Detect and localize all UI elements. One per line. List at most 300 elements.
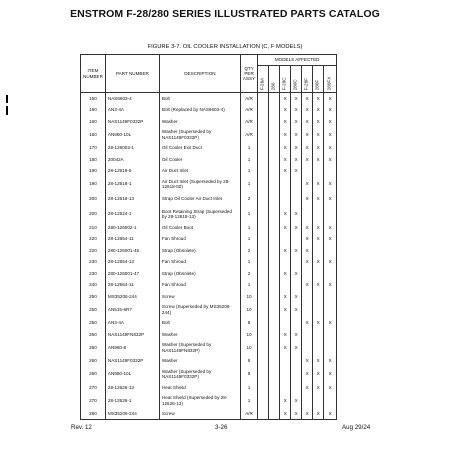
table-row <box>81 291 337 303</box>
item-number-cell: 160 <box>81 116 106 128</box>
model-mark-cell: X <box>291 340 302 355</box>
model-mark-cell <box>269 154 280 166</box>
model-mark-cell <box>313 340 324 355</box>
qty-cell: 1 <box>240 256 257 268</box>
model-mark-cell <box>258 340 269 355</box>
model-mark-cell: X <box>313 222 324 234</box>
part-number-cell: MS35206-244 <box>105 291 159 303</box>
part-number-cell: AN960-10L <box>105 127 159 142</box>
model-mark-cell <box>324 245 337 257</box>
model-mark-cell <box>302 165 313 177</box>
model-mark-cell <box>269 317 280 329</box>
description-cell: Bolt <box>159 317 240 329</box>
description-cell: Washer <box>159 116 240 128</box>
qty-cell: A/R <box>240 116 257 128</box>
model-mark-cell <box>258 355 269 367</box>
model-mark-cell <box>302 329 313 341</box>
part-number-cell: MS35206-244 <box>105 408 159 420</box>
table-row <box>81 329 337 341</box>
part-number-cell: NAS1149F0332P <box>105 116 159 128</box>
model-mark-cell <box>280 355 291 367</box>
model-mark-cell <box>313 245 324 257</box>
part-number-cell: 20042A <box>105 154 159 166</box>
model-mark-cell: X <box>302 317 313 329</box>
table-row <box>81 165 337 177</box>
model-mark-cell: X <box>280 93 291 105</box>
model-mark-cell <box>280 279 291 291</box>
table-row <box>81 154 337 166</box>
qty-cell: 2 <box>240 245 257 257</box>
model-mark-cell: X <box>280 142 291 154</box>
header-model-label: F-28C <box>281 77 287 90</box>
model-mark-cell <box>269 268 280 280</box>
model-mark-cell <box>269 302 280 317</box>
model-mark-cell: X <box>280 245 291 257</box>
revision-change-bar <box>6 106 8 115</box>
description-cell: Strap Oil Cooler Air Duct Inlet <box>159 192 240 207</box>
part-number-cell: 28-12654-13 <box>105 256 159 268</box>
part-number-cell: AN3-4A <box>105 104 159 116</box>
model-mark-cell <box>291 192 302 207</box>
model-mark-cell: X <box>280 222 291 234</box>
model-mark-cell: X <box>280 207 291 222</box>
description-cell: Fan Shroud <box>159 256 240 268</box>
part-number-cell: 28-12626-13 <box>105 382 159 394</box>
item-number-cell: 150 <box>81 104 106 116</box>
header-model-label: 280C <box>292 79 298 90</box>
qty-cell: 1 <box>240 154 257 166</box>
table-row <box>81 245 337 257</box>
part-number-cell: AN960-10L <box>105 367 159 382</box>
model-mark-cell <box>258 104 269 116</box>
model-mark-cell: X <box>280 154 291 166</box>
item-number-cell: 190 <box>81 165 106 177</box>
description-cell: Boot Retaining Strap (Superseded by 28-12618-13) <box>159 207 240 222</box>
model-mark-cell: X <box>324 142 337 154</box>
model-mark-cell <box>324 393 337 408</box>
model-mark-cell: X <box>324 192 337 207</box>
header-qty: QTY PER ASSY <box>240 55 257 93</box>
model-mark-cell <box>269 382 280 394</box>
part-number-cell: NAS1149F0332P <box>105 355 159 367</box>
model-mark-cell: X <box>324 116 337 128</box>
model-mark-cell <box>269 93 280 105</box>
model-mark-cell <box>269 207 280 222</box>
model-mark-cell <box>324 207 337 222</box>
model-mark-cell: X <box>291 207 302 222</box>
qty-cell: 1 <box>240 177 257 192</box>
item-number-cell: 250 <box>81 317 106 329</box>
model-mark-cell <box>302 302 313 317</box>
qty-cell: 1 <box>240 165 257 177</box>
description-cell: Heat Shield <box>159 382 240 394</box>
part-number-cell: 28-12618-5 <box>105 165 159 177</box>
table-row <box>81 116 337 128</box>
model-mark-cell: X <box>302 116 313 128</box>
header-model <box>324 66 337 93</box>
model-mark-cell <box>269 127 280 142</box>
model-mark-cell <box>258 192 269 207</box>
model-mark-cell: X <box>291 104 302 116</box>
model-mark-cell <box>258 291 269 303</box>
header-model-label: 280FX <box>326 76 332 90</box>
model-mark-cell: X <box>324 367 337 382</box>
qty-cell: 1 <box>240 233 257 245</box>
item-number-cell: 260 <box>81 329 106 341</box>
model-mark-cell <box>258 142 269 154</box>
model-mark-cell <box>258 408 269 420</box>
model-mark-cell <box>258 268 269 280</box>
model-mark-cell: X <box>313 154 324 166</box>
item-number-cell: 170 <box>81 142 106 154</box>
model-mark-cell <box>258 302 269 317</box>
description-cell: Strap (Obsolete) <box>159 268 240 280</box>
footer-date: Aug 29/24 <box>342 424 371 431</box>
model-mark-cell: X <box>313 192 324 207</box>
description-cell: Washer (Superseded by NAS1149F0332P) <box>159 367 240 382</box>
model-mark-cell <box>258 329 269 341</box>
model-mark-cell: X <box>313 93 324 105</box>
description-cell: Washer (Superseded by NAS1149F0332P) <box>159 127 240 142</box>
model-mark-cell: X <box>302 154 313 166</box>
model-mark-cell: X <box>291 302 302 317</box>
model-mark-cell: X <box>291 329 302 341</box>
model-mark-cell: X <box>291 154 302 166</box>
part-number-cell: 280-126001-47 <box>105 268 159 280</box>
model-mark-cell: X <box>324 256 337 268</box>
description-cell: Strap (Obsolete) <box>159 245 240 257</box>
qty-cell: 2 <box>240 192 257 207</box>
model-mark-cell <box>269 104 280 116</box>
figure-caption: FIGURE 3-7. OIL COOLER INSTALLATION (C, F MODELS) <box>147 44 303 50</box>
header-model-label: 280F <box>314 79 320 90</box>
header-model <box>258 66 269 93</box>
model-mark-cell: X <box>291 408 302 420</box>
header-model-label: 280 <box>270 82 276 90</box>
header-description: DESCRIPTION <box>159 55 240 93</box>
table-row <box>81 367 337 382</box>
item-number-cell: 160 <box>81 127 106 142</box>
qty-cell: 10 <box>240 340 257 355</box>
model-mark-cell: X <box>324 317 337 329</box>
model-mark-cell: X <box>291 127 302 142</box>
model-mark-cell <box>324 329 337 341</box>
model-mark-cell <box>291 367 302 382</box>
parts-table <box>80 54 337 420</box>
qty-cell: 8 <box>240 355 257 367</box>
table-row <box>81 279 337 291</box>
model-mark-cell: X <box>324 154 337 166</box>
model-mark-cell: X <box>313 367 324 382</box>
model-mark-cell: X <box>280 329 291 341</box>
model-mark-cell <box>269 177 280 192</box>
part-number-cell: 28-126003-1 <box>105 142 159 154</box>
model-mark-cell <box>302 393 313 408</box>
part-number-cell: 28-12618-1 <box>105 177 159 192</box>
header-model <box>280 66 291 93</box>
model-mark-cell <box>258 177 269 192</box>
model-mark-cell: X <box>313 355 324 367</box>
table-row <box>81 104 337 116</box>
model-mark-cell <box>258 317 269 329</box>
model-mark-cell: X <box>324 408 337 420</box>
item-number-cell: 250 <box>81 291 106 303</box>
model-mark-cell <box>291 233 302 245</box>
model-mark-cell: X <box>324 104 337 116</box>
model-mark-cell <box>280 233 291 245</box>
model-mark-cell <box>324 165 337 177</box>
item-number-cell: 230 <box>81 256 106 268</box>
description-cell: Air Duct Inlet (Superseded by 28-12618-50) <box>159 177 240 192</box>
description-cell: Screw (Superseded by MS35206-244) <box>159 302 240 317</box>
model-mark-cell <box>258 207 269 222</box>
header-model-label: F-28F <box>303 77 309 90</box>
model-mark-cell: X <box>302 367 313 382</box>
model-mark-cell: X <box>291 268 302 280</box>
model-mark-cell: X <box>280 408 291 420</box>
model-mark-cell: X <box>291 222 302 234</box>
model-mark-cell: X <box>313 177 324 192</box>
model-mark-cell: X <box>280 302 291 317</box>
model-mark-cell: X <box>302 93 313 105</box>
model-mark-cell: X <box>280 291 291 303</box>
model-mark-cell: X <box>313 317 324 329</box>
table-row <box>81 268 337 280</box>
item-number-cell: 210 <box>81 222 106 234</box>
model-mark-cell <box>269 291 280 303</box>
model-mark-cell: X <box>291 393 302 408</box>
qty-cell: A/R <box>240 93 257 105</box>
model-mark-cell <box>302 268 313 280</box>
description-cell: Oil Cooler <box>159 154 240 166</box>
qty-cell: 1 <box>240 393 257 408</box>
item-number-cell: 240 <box>81 279 106 291</box>
model-mark-cell <box>258 154 269 166</box>
description-cell: Bolt (Replaced by NAS6603-4) <box>159 104 240 116</box>
model-mark-cell <box>258 127 269 142</box>
model-mark-cell <box>269 329 280 341</box>
part-number-cell: AN960-8 <box>105 340 159 355</box>
item-number-cell: 180 <box>81 154 106 166</box>
model-mark-cell: X <box>324 93 337 105</box>
model-mark-cell: X <box>302 177 313 192</box>
description-cell: Fan Shroud <box>159 279 240 291</box>
description-cell: Fan Shroud <box>159 233 240 245</box>
model-mark-cell: X <box>313 104 324 116</box>
model-mark-cell: X <box>280 165 291 177</box>
model-mark-cell <box>269 245 280 257</box>
model-mark-cell <box>269 355 280 367</box>
description-cell: Oil Cooler Boot <box>159 222 240 234</box>
model-mark-cell: X <box>324 279 337 291</box>
qty-cell: 1 <box>240 142 257 154</box>
model-mark-cell <box>291 256 302 268</box>
item-number-cell: 200 <box>81 207 106 222</box>
model-mark-cell: X <box>324 177 337 192</box>
part-number-cell: 280-126002-1 <box>105 222 159 234</box>
table-row <box>81 222 337 234</box>
model-mark-cell: X <box>302 245 313 257</box>
model-mark-cell: X <box>324 233 337 245</box>
item-number-cell: 200 <box>81 192 106 207</box>
model-mark-cell <box>269 279 280 291</box>
model-mark-cell: X <box>313 116 324 128</box>
model-mark-cell <box>269 408 280 420</box>
model-mark-cell <box>280 177 291 192</box>
header-model <box>313 66 324 93</box>
model-mark-cell <box>269 222 280 234</box>
table-row <box>81 177 337 192</box>
model-mark-cell: X <box>313 233 324 245</box>
model-mark-cell: X <box>313 256 324 268</box>
model-mark-cell <box>291 177 302 192</box>
model-mark-cell: X <box>313 127 324 142</box>
model-mark-cell <box>313 291 324 303</box>
model-mark-cell: X <box>302 279 313 291</box>
part-number-cell: 28-12626-1 <box>105 393 159 408</box>
model-mark-cell <box>280 367 291 382</box>
model-mark-cell <box>258 165 269 177</box>
description-cell: Washer <box>159 329 240 341</box>
model-mark-cell <box>269 256 280 268</box>
model-mark-cell: X <box>291 165 302 177</box>
model-mark-cell: X <box>313 142 324 154</box>
model-mark-cell: X <box>280 104 291 116</box>
model-mark-cell <box>269 340 280 355</box>
table-row <box>81 302 337 317</box>
table-row <box>81 393 337 408</box>
header-item-number: ITEM NUMBER <box>81 55 106 93</box>
model-mark-cell <box>258 279 269 291</box>
model-mark-cell: X <box>313 279 324 291</box>
model-mark-cell <box>313 207 324 222</box>
model-mark-cell: X <box>280 116 291 128</box>
model-mark-cell: X <box>291 291 302 303</box>
qty-cell: 2 <box>240 268 257 280</box>
part-number-cell: NAS1149FN832P <box>105 329 159 341</box>
item-number-cell: 230 <box>81 268 106 280</box>
model-mark-cell <box>280 192 291 207</box>
item-number-cell: 260 <box>81 340 106 355</box>
part-number-cell: AN515-6R7 <box>105 302 159 317</box>
model-mark-cell: X <box>302 142 313 154</box>
model-mark-cell <box>324 268 337 280</box>
model-mark-cell: X <box>313 408 324 420</box>
model-mark-cell: X <box>302 355 313 367</box>
description-cell: Washer <box>159 355 240 367</box>
model-mark-cell: X <box>280 393 291 408</box>
description-cell: Air Duct Inlet <box>159 165 240 177</box>
qty-cell: 8 <box>240 317 257 329</box>
model-mark-cell <box>324 340 337 355</box>
catalog-title: ENSTROM F-28/280 SERIES ILLUSTRATED PARTS CATALOG <box>70 8 380 20</box>
model-mark-cell <box>258 222 269 234</box>
model-mark-cell <box>258 93 269 105</box>
description-cell: Screw <box>159 291 240 303</box>
header-part-number: PART NUMBER <box>105 55 159 93</box>
revision-change-bar <box>6 95 8 104</box>
part-number-cell: AN3-4A <box>105 317 159 329</box>
header-model <box>302 66 313 93</box>
model-mark-cell <box>258 256 269 268</box>
model-mark-cell: X <box>302 222 313 234</box>
model-mark-cell <box>302 207 313 222</box>
header-model <box>269 66 280 93</box>
description-cell: Screw <box>159 408 240 420</box>
model-mark-cell: X <box>302 256 313 268</box>
model-mark-cell <box>258 393 269 408</box>
table-row <box>81 256 337 268</box>
model-mark-cell <box>269 233 280 245</box>
table-row <box>81 127 337 142</box>
table-row <box>81 408 337 420</box>
model-mark-cell <box>302 291 313 303</box>
item-number-cell: 260 <box>81 367 106 382</box>
model-mark-cell <box>269 192 280 207</box>
qty-cell: 1 <box>240 279 257 291</box>
item-number-cell: 250 <box>81 302 106 317</box>
part-number-cell: 28-12664-11 <box>105 279 159 291</box>
model-mark-cell <box>324 291 337 303</box>
qty-cell: 10 <box>240 302 257 317</box>
model-mark-cell <box>280 382 291 394</box>
model-mark-cell <box>280 256 291 268</box>
qty-cell: A/R <box>240 127 257 142</box>
model-mark-cell <box>258 367 269 382</box>
model-mark-cell: X <box>291 116 302 128</box>
model-mark-cell <box>269 393 280 408</box>
model-mark-cell: X <box>324 355 337 367</box>
model-mark-cell: X <box>280 268 291 280</box>
model-mark-cell <box>258 382 269 394</box>
item-number-cell: 220 <box>81 245 106 257</box>
table-row <box>81 207 337 222</box>
model-mark-cell: X <box>302 382 313 394</box>
header-model-label: F-28A <box>259 77 265 90</box>
model-mark-cell: X <box>324 222 337 234</box>
part-number-cell: 280-126001-45 <box>105 245 159 257</box>
model-mark-cell: X <box>302 233 313 245</box>
qty-cell: 1 <box>240 222 257 234</box>
model-mark-cell <box>269 367 280 382</box>
model-mark-cell <box>258 116 269 128</box>
model-mark-cell: X <box>324 382 337 394</box>
part-number-cell: 28-12618-13 <box>105 192 159 207</box>
model-mark-cell: X <box>280 340 291 355</box>
table-row <box>81 317 337 329</box>
model-mark-cell: X <box>291 245 302 257</box>
model-mark-cell <box>269 116 280 128</box>
item-number-cell: 190 <box>81 177 106 192</box>
model-mark-cell: X <box>280 127 291 142</box>
model-mark-cell <box>313 165 324 177</box>
item-number-cell: 220 <box>81 233 106 245</box>
part-number-cell: 28-12624-1 <box>105 207 159 222</box>
model-mark-cell <box>269 142 280 154</box>
model-mark-cell <box>258 233 269 245</box>
model-mark-cell <box>313 393 324 408</box>
model-mark-cell <box>258 245 269 257</box>
table-row <box>81 93 337 105</box>
description-cell: Bolt <box>159 93 240 105</box>
model-mark-cell: X <box>302 104 313 116</box>
model-mark-cell: X <box>324 127 337 142</box>
header-models-affected: MODELS AFFECTED <box>258 55 337 66</box>
qty-cell: 10 <box>240 329 257 341</box>
model-mark-cell <box>313 302 324 317</box>
footer-revision: Rev. 12 <box>71 424 92 431</box>
table-row <box>81 355 337 367</box>
